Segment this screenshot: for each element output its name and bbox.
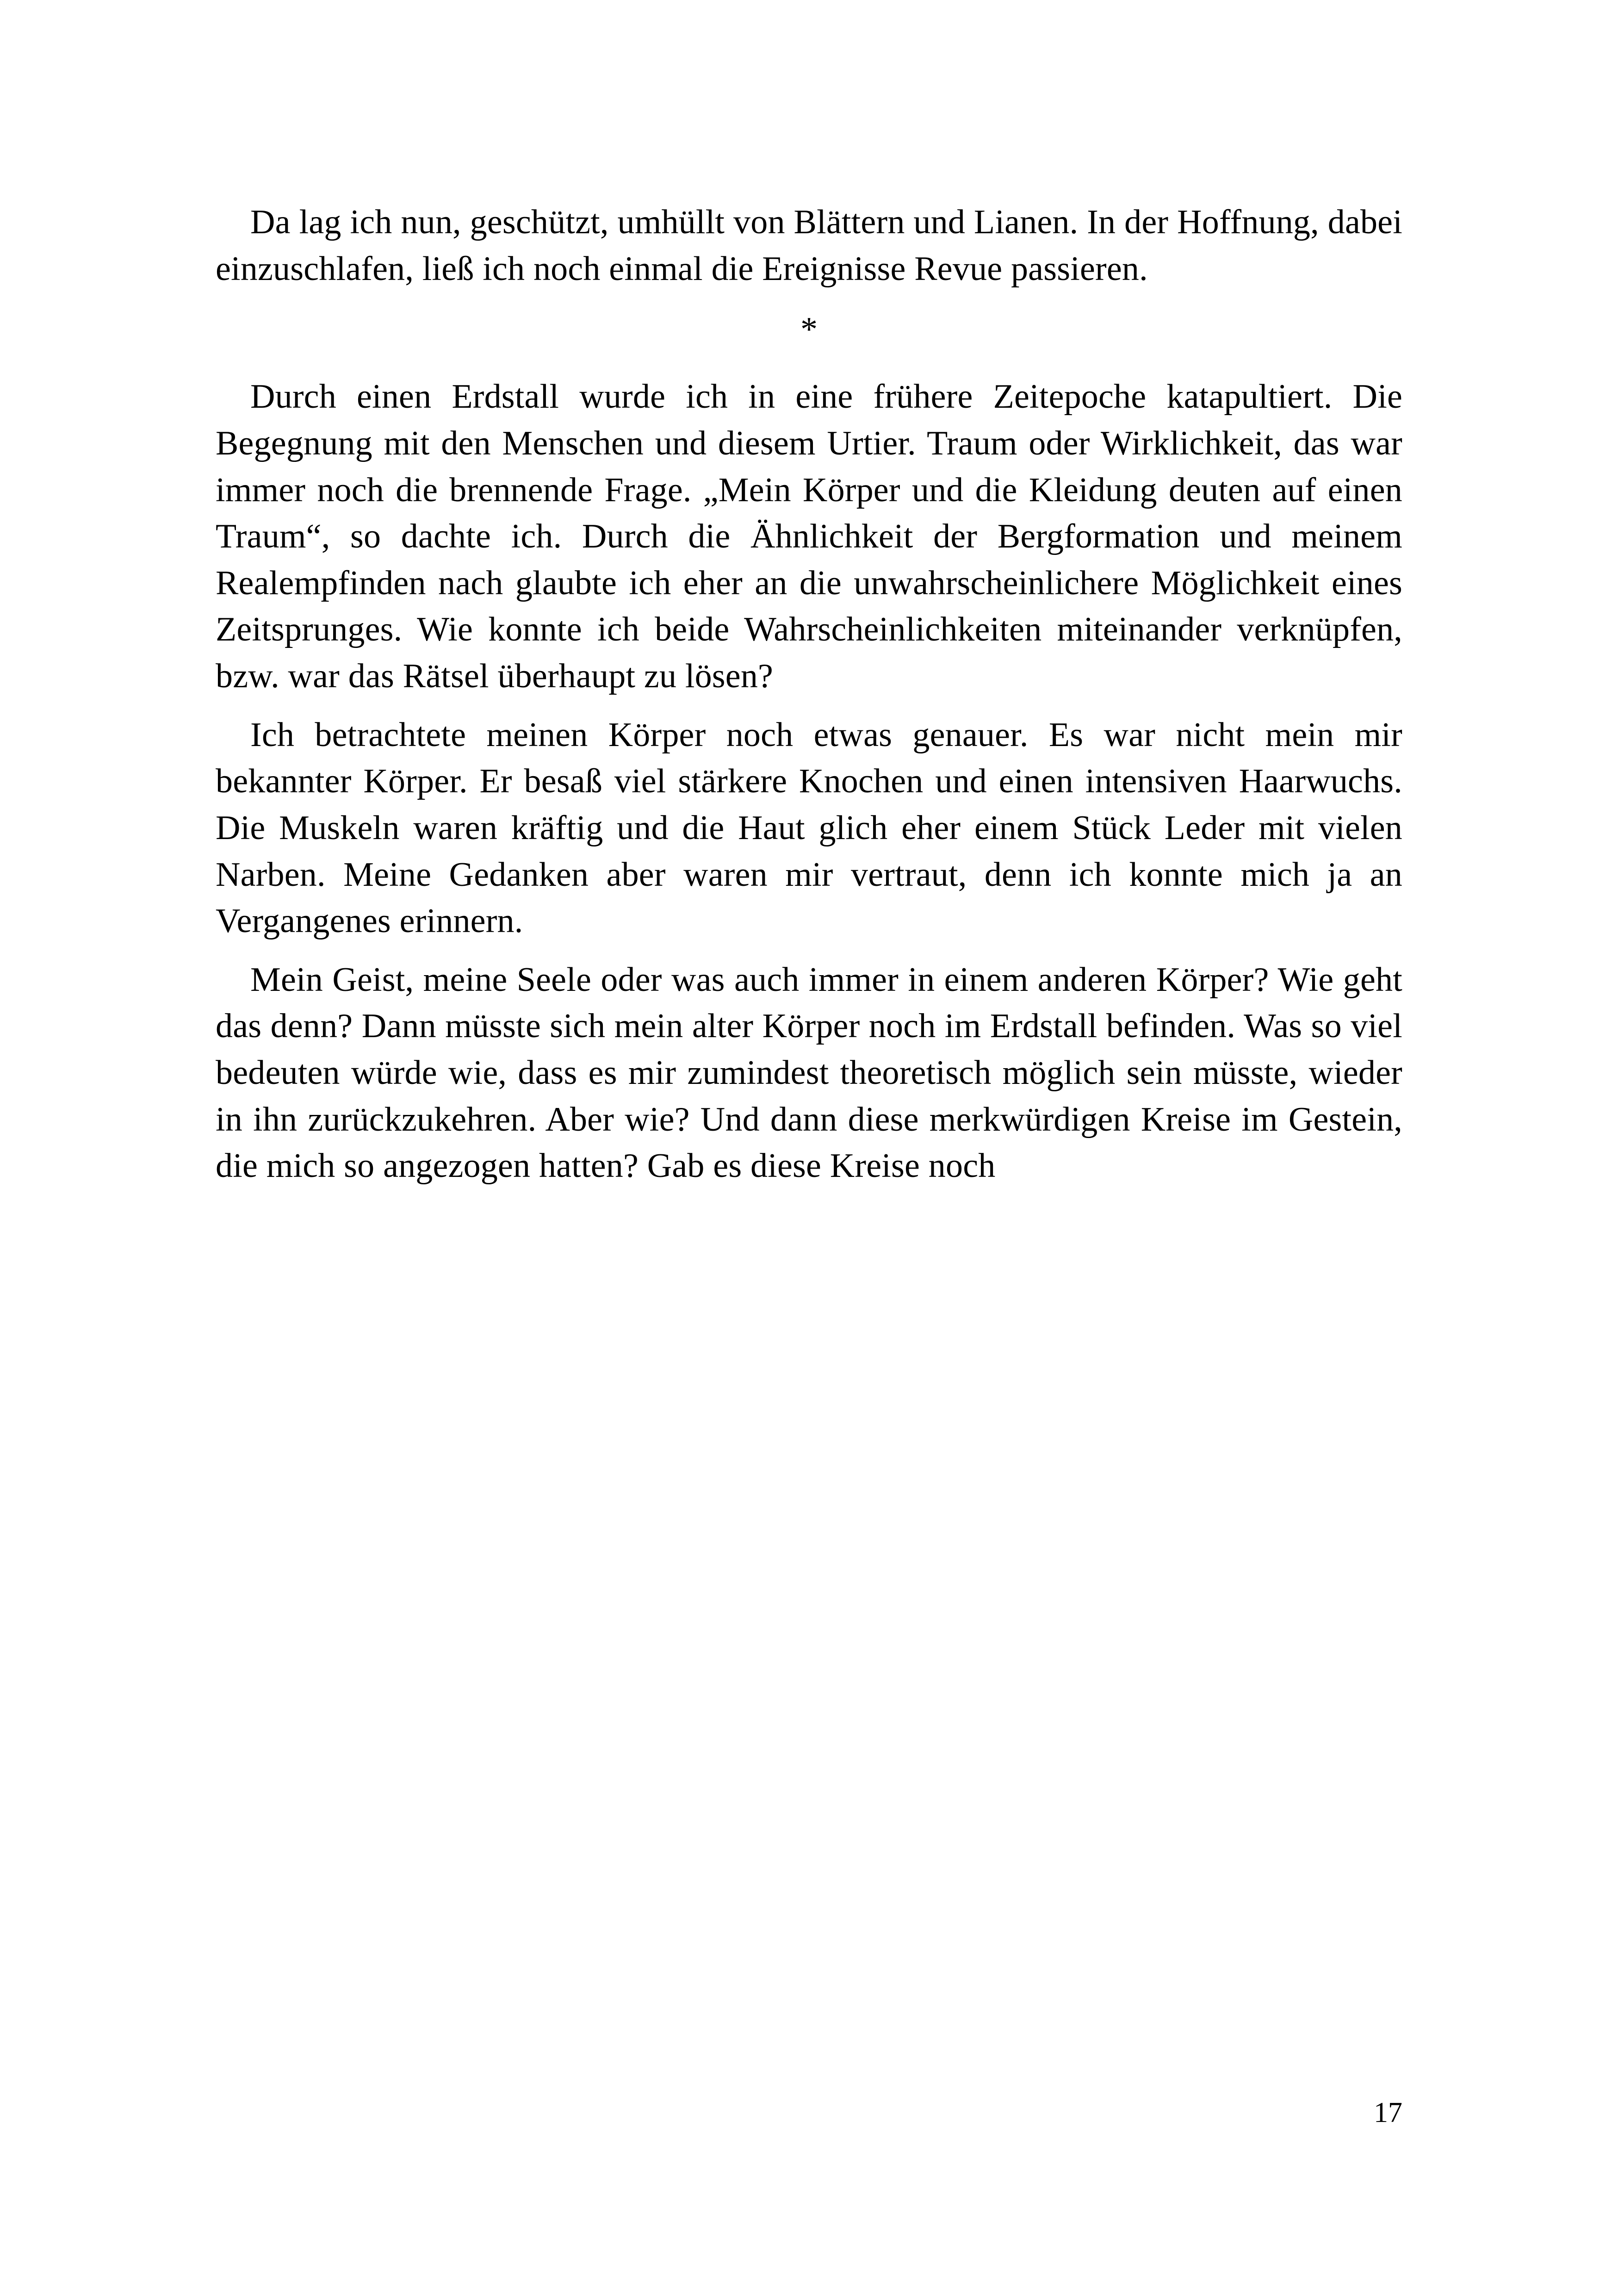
page-number: 17 <box>1374 2097 1402 2128</box>
section-separator: * <box>800 311 818 349</box>
paragraph-2: Durch einen Erdstall wurde ich in eine frühere Zeitepoche katapultiert. Die Begegnung mit den Menschen und diesem Urtier. Traum oder Wirklichkeit, das war immer noch die brennende Frage. „Mein Körper und die Kleidung deuten auf einen Traum“, so dachte ich. Durch die Ähnlichkeit der Bergformation und meinem Realempfinden nach glaubte ich eher an die unwahrscheinlichere Möglichkeit eines Zeitsprunges. Wie konnte ich beide Wahrscheinlichkeiten miteinander verknüpfen, bzw. war das Rätsel überhaupt zu lösen? <box>216 378 1402 695</box>
paragraph-4: Mein Geist, meine Seele oder was auch immer in einem anderen Körper? Wie geht das denn? Dann müsste sich mein alter Körper noch im Erdstall befinden. Was so viel bedeuten würde wie, dass es mir zumindest theoretisch möglich sein müsste, wieder in ihn zurückzukehren. Aber wie? Und dann diese merkwürdigen Kreise im Gestein, die mich so angezogen hatten? Gab es diese Kreise noch <box>216 960 1402 1185</box>
paragraph-3: Ich betrachtete meinen Körper noch etwas genauer. Es war nicht mein mir bekannter Körper. Er besaß viel stärkere Knochen und einen intensiven Haarwuchs. Die Muskeln waren kräftig und die Haut glich eher einem Stück Leder mit vielen Narben. Meine Gedanken aber waren mir vertraut, denn ich konnte mich ja an Vergangenes erinnern. <box>216 716 1402 940</box>
body-text-column <box>216 199 1402 1189</box>
paragraph-1: Da lag ich nun, geschützt, umhüllt von Blättern und Lianen. In der Hoffnung, dabei einzuschlafen, ließ ich noch einmal die Ereignisse Revue passieren. <box>216 203 1402 288</box>
